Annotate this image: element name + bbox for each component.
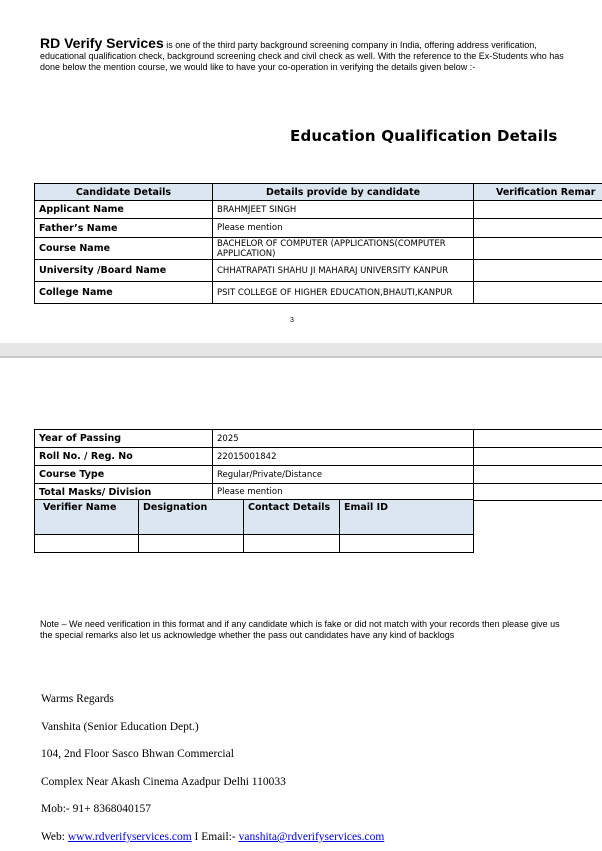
section-heading: Education Qualification Details [290, 127, 558, 145]
academic-details-table [34, 429, 602, 501]
header-verification-remarks: Verification Remar [474, 184, 602, 201]
row-label: Course Name [35, 238, 213, 260]
verification-remark-cell[interactable] [474, 484, 602, 501]
row-value: PSIT COLLEGE OF HIGHER EDUCATION,BHAUTI,KANPUR [213, 282, 474, 304]
row-label: Course Type [35, 466, 213, 484]
signatory-name: Vanshita (Senior Education Dept.) [41, 721, 199, 733]
header-email-id: Email ID [340, 500, 474, 535]
contact-details-cell[interactable] [244, 535, 340, 553]
verification-remark-cell[interactable] [474, 219, 602, 238]
header-verifier-name: Verifier Name [35, 500, 139, 535]
table-row [35, 535, 474, 553]
verifier-table [34, 499, 474, 553]
table-row [35, 201, 602, 219]
table-row [35, 448, 602, 466]
header-contact-details: Contact Details [244, 500, 340, 535]
verification-remark-cell[interactable] [474, 201, 602, 219]
web-label: Web: [41, 831, 68, 843]
row-label: College Name [35, 282, 213, 304]
table-row [35, 430, 602, 448]
email-id-cell[interactable] [340, 535, 474, 553]
company-name: RD Verify Services [40, 35, 164, 51]
row-value: 2025 [213, 430, 474, 448]
row-label: Year of Passing [35, 430, 213, 448]
table-row [35, 466, 602, 484]
row-value: BRAHMJEET SINGH [213, 201, 474, 219]
note-paragraph: Note – We need verification in this format and if any candidate which is fake or did not match with your records then please give us the special remarks also let us acknowledge whether the pass out candidates have any kind of backlogs [40, 619, 560, 640]
candidate-details-table [34, 183, 602, 304]
row-value: Please mention [213, 484, 474, 501]
contact-line [41, 831, 384, 843]
table-row [35, 282, 602, 304]
website-link[interactable]: www.rdverifyservices.com [67, 831, 192, 843]
intro-paragraph [40, 35, 580, 73]
mobile-number: Mob:- 91+ 8368040157 [41, 803, 151, 815]
row-label: University /Board Name [35, 260, 213, 282]
table-row [35, 260, 602, 282]
email-label: I Email:- [191, 831, 239, 843]
row-value: BACHELOR OF COMPUTER (APPLICATIONS(COMPUTER APPLICATION) [213, 238, 474, 260]
header-designation: Designation [139, 500, 244, 535]
regards-line: Warms Regards [41, 693, 114, 705]
verification-remark-cell[interactable] [474, 448, 602, 466]
verification-remark-cell[interactable] [474, 430, 602, 448]
verification-remark-cell[interactable] [474, 238, 602, 260]
header-candidate-details: Candidate Details [35, 184, 213, 201]
row-label: Roll No. / Reg. No [35, 448, 213, 466]
email-link[interactable]: vanshita@rdverifyservices.com [238, 831, 385, 843]
table-row [35, 484, 602, 501]
table-row [35, 238, 602, 260]
row-label: Applicant Name [35, 201, 213, 219]
page-number: 3 [290, 317, 294, 324]
row-value: Please mention [213, 219, 474, 238]
verification-remark-cell[interactable] [474, 466, 602, 484]
row-value: CHHATRAPATI SHAHU JI MAHARAJ UNIVERSITY KANPUR [213, 260, 474, 282]
verification-remark-cell[interactable] [474, 282, 602, 304]
verification-remark-cell[interactable] [474, 260, 602, 282]
intro-text: is one of the third party background screening company in India, offering address verification, educational qualification check, background screening check and civil check as well. With the reference to the Ex-Students who has done below the mention course, we would like to have your co-operation in verifying the details given below :- [40, 40, 564, 72]
row-value: 22015001842 [213, 448, 474, 466]
verifier-name-cell[interactable] [35, 535, 139, 553]
header-details-provided: Details provide by candidate [213, 184, 474, 201]
address-line-1: 104, 2nd Floor Sasco Bhwan Commercial [41, 748, 234, 760]
address-line-2: Complex Near Akash Cinema Azadpur Delhi 110033 [41, 776, 286, 788]
designation-cell[interactable] [139, 535, 244, 553]
row-value: Regular/Private/Distance [213, 466, 474, 484]
page-separator [0, 343, 602, 357]
row-label: Total Masks/ Division [35, 484, 213, 501]
row-label: Father’s Name [35, 219, 213, 238]
table-row [35, 219, 602, 238]
